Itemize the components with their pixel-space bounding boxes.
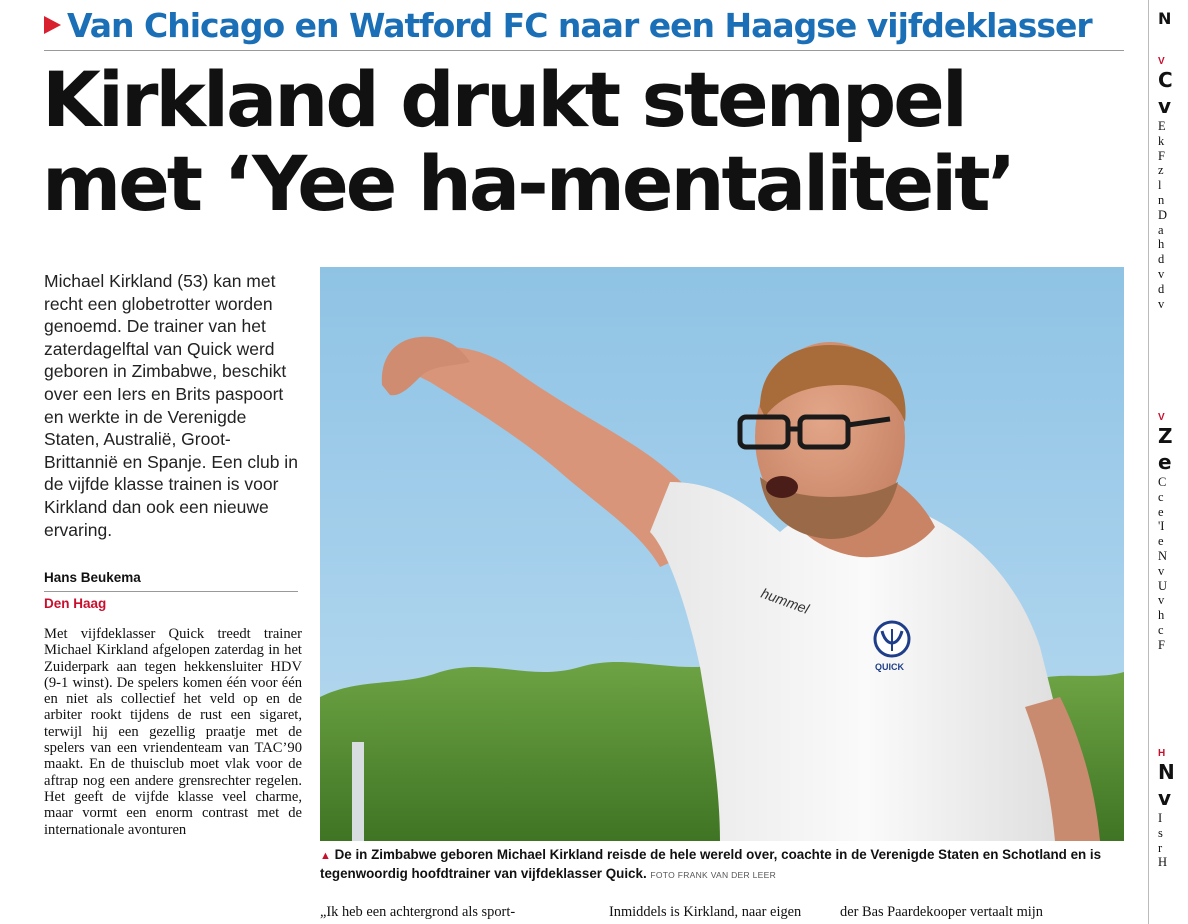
column-divider [1148, 0, 1149, 924]
author-byline: Hans Beukema [44, 570, 141, 585]
side-top-letter: N [1158, 9, 1172, 28]
headline [42, 55, 1122, 228]
pole [352, 742, 364, 841]
badge-text: QUICK [875, 662, 904, 672]
kicker-text: Van Chicago en Watford FC naar een Haagse vijfdeklasser [67, 6, 1092, 45]
body-column-4: der Bas Paardekooper vertaalt mijn [840, 904, 1043, 920]
shirt-brand: hummel [758, 584, 812, 617]
body-column-1: Met vijfdeklasser Quick treedt trainer Michael Kirkland afgelopen zaterdag in het Zuiderpark aan tegen hekkensluiter HDV (9-1 winst). De spelers komen één voor één en niet als collectief het veld op en de arbiter rookt tijdens de rust een sigaret, terwijl hij een gezellig praatje met de spelers van een vriendenteam van TAC’90 maakt. En de thuisclub moet vlak voor de aftrap nog een andere grensrechter regelen. Het geeft de vijfde klasse veel charme, maar vormt een enorm contrast met de internationale avonturen [44, 626, 302, 838]
intro-paragraph: Michael Kirkland (53) kan met recht een globetrotter worden genoemd. De trainer van het zaterdagelftal van Quick werd geboren in Zimbabwe, beschikt over een Iers en Brits paspoort en werkte in de Verenigde Staten, Australië, Groot-Brittannië en Spanje. Een club in de vijfde klasse trainen is voor Kirkland dan ook een nieuwe ervaring. [44, 271, 298, 540]
caption-triangle-icon: ▲ [320, 850, 331, 862]
dateline: Den Haag [44, 591, 298, 611]
adjacent-column-sliver [1148, 0, 1175, 924]
kicker-divider [44, 50, 1124, 51]
side-item-2: V Z e C c e 'I e N v U v h c F [1158, 412, 1173, 652]
body-column-2: „Ik heb een achtergrond als sport- [320, 904, 516, 920]
photo-credit: FOTO FRANK VAN DER LEER [650, 870, 777, 880]
caption-text: De in Zimbabwe geboren Michael Kirkland reisde de hele wereld over, coachte in de Verenigde Staten en Schotland en is tegenwoordig hoofdtrainer van vijfdeklasser Quick. [320, 847, 1102, 881]
open-mouth [766, 476, 798, 498]
side-item-3: H N v I s r H [1158, 748, 1175, 870]
article-kicker [44, 6, 1092, 45]
side-item-1: V C v E k F z l n D a h d v d v [1158, 56, 1173, 311]
coach-photo [320, 267, 1124, 841]
club-badge-icon [875, 622, 909, 656]
headline-line-2: met ‘Yee ha-mentaliteit’ [42, 139, 1014, 228]
body-column-3: Inmiddels is Kirkland, naar eigen [609, 904, 802, 920]
kicker-triangle-icon [44, 16, 61, 34]
headline-line-1: Kirkland drukt stempel [42, 55, 965, 144]
photo-caption [320, 846, 1132, 884]
